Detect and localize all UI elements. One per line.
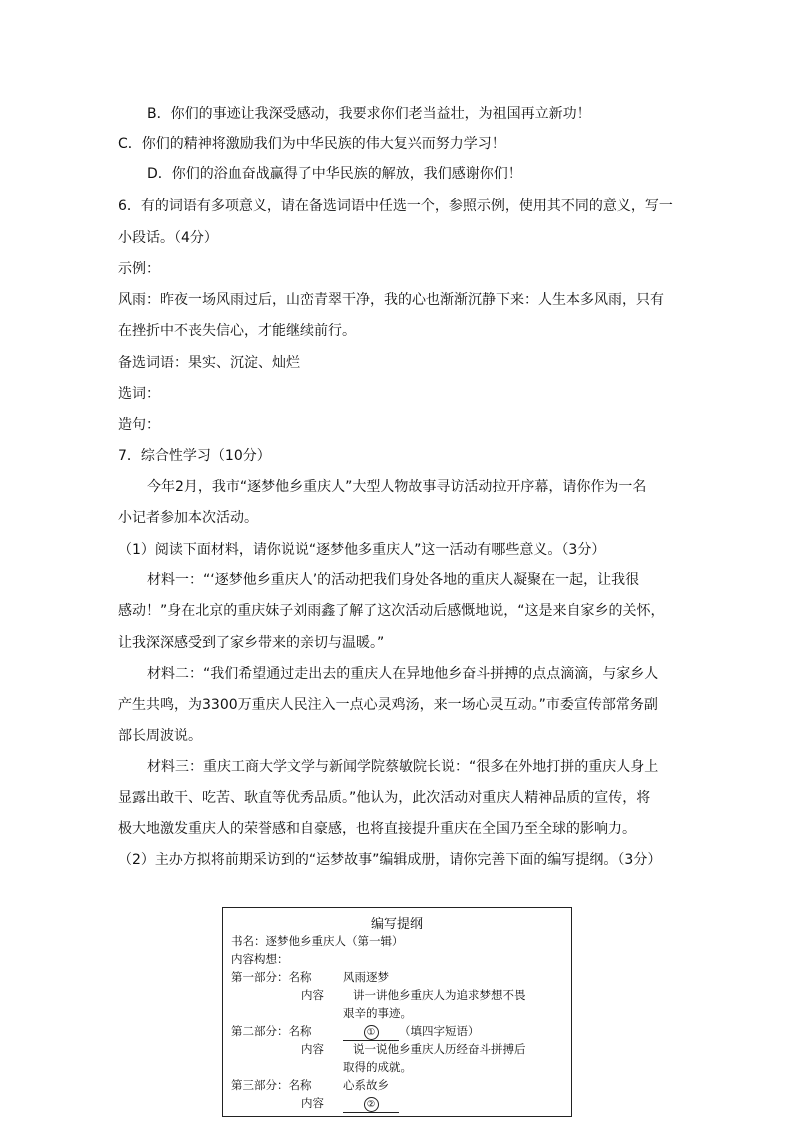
part-2-content-label: 内容: [301, 1042, 324, 1056]
example-label: 示例：: [118, 261, 160, 277]
question-7-heading: 7．综合性学习（10分）: [118, 448, 271, 464]
part-3-content-label: 内容: [301, 1096, 324, 1110]
q7-part-1: （1）阅读下面材料，请你说说“逐梦他多重庆人”这一活动有哪些意义。（3分）: [118, 542, 606, 558]
q7-intro-line-1: 今年2月，我市“逐梦他乡重庆人”大型人物故事寻访活动拉开序幕，请你作为一名: [147, 479, 647, 495]
answer-blank-1[interactable]: [343, 1024, 399, 1041]
part-3-name: 心系故乡: [343, 1078, 389, 1092]
question-6-line-1: 6．有的词语有多项意义，请在备选词语中任选一个，参照示例，使用其不同的意义，写一: [118, 198, 673, 214]
part-1-label: 第一部分：名称: [231, 970, 312, 984]
outline-box: [222, 907, 572, 1117]
material-2-line-2: 产生共鸣，为3300万重庆人民注入一点心灵鸡汤，来一场心灵互动。”市委宣传部常务副: [118, 697, 658, 713]
part-1-content-line-2: 艰辛的事迹。: [343, 1006, 412, 1020]
chosen-word-prompt: 选词：: [118, 386, 160, 402]
option-d: D．你们的浴血奋战赢得了中华民族的解放，我们感谢你们！: [147, 166, 522, 182]
question-6-line-2: 小段话。（4分）: [118, 230, 218, 246]
candidate-words: 备选词语：果实、沉淀、灿烂: [118, 355, 300, 371]
option-c: C．你们的精神将激励我们为中华民族的伟大复兴而努力学习！: [118, 136, 506, 152]
sentence-prompt: 造句：: [118, 417, 160, 433]
material-2-line-1: 材料二：“我们希望通过走出去的重庆人在异地他乡奋斗拼搏的点点滴滴，与家乡人: [147, 666, 659, 682]
part-1-name: 风雨逐梦: [343, 970, 389, 984]
part-2-content-line-2: 取得的成就。: [343, 1060, 412, 1074]
blank-marker-2: ②: [364, 1097, 379, 1112]
answer-blank-2[interactable]: [343, 1096, 399, 1113]
q7-part-2: （2）主办方拟将前期采访到的“运梦故事”编辑成册，请你完善下面的编写提纲。（3分）: [118, 852, 662, 868]
material-3-line-2: 显露出敢干、吃苦、耿直等优秀品质。”他认为，此次活动对重庆人精神品质的宣传，将: [118, 790, 651, 806]
outline-book-title: 书名：逐梦他乡重庆人（第一辑）: [231, 934, 404, 948]
material-1-line-3: 让我深深感受到了家乡带来的亲切与温暖。”: [118, 635, 385, 651]
outline-idea-label: 内容构想：: [231, 952, 289, 966]
part-2-label: 第二部分：名称: [231, 1024, 312, 1038]
material-2-line-3: 部长周波说。: [118, 728, 202, 744]
part-2-content-line-1: 说一说他乡重庆人历经奋斗拼搏后: [353, 1042, 526, 1056]
example-line-2: 在挫折中不丧失信心，才能继续前行。: [118, 323, 356, 339]
option-b: B．你们的事迹让我深受感动，我要求你们老当益壮，为祖国再立新功！: [147, 106, 591, 122]
part-1-content-line-1: 讲一讲他乡重庆人为追求梦想不畏: [353, 988, 526, 1002]
material-1-line-2: 感动！”身在北京的重庆妹子刘雨鑫了解了这次活动后感慨地说，“这是来自家乡的关怀，: [118, 603, 665, 619]
q7-intro-line-2: 小记者参加本次活动。: [118, 510, 258, 526]
material-1-line-1: 材料一：“‘逐梦他乡重庆人’的活动把我们身处各地的重庆人凝聚在一起，让我很: [147, 572, 640, 588]
part-3-label: 第三部分：名称: [231, 1078, 312, 1092]
part-1-content-label: 内容: [301, 988, 324, 1002]
part-3-content-row: [343, 1094, 399, 1113]
material-3-line-3: 极大地激发重庆人的荣誉感和自豪感，也将直接提升重庆在全国乃至全球的影响力。: [118, 821, 636, 837]
part-2-note: （填四字短语）: [399, 1024, 480, 1038]
part-2-name-row: [343, 1022, 480, 1041]
blank-marker-1: ①: [364, 1025, 379, 1040]
outline-title: 编写提纲: [370, 917, 423, 932]
example-line-1: 风雨：昨夜一场风雨过后，山峦青翠干净，我的心也渐渐沉静下来：人生本多风雨，只有: [118, 292, 664, 308]
material-3-line-1: 材料三：重庆工商大学文学与新闻学院蔡敏院长说：“很多在外地打拼的重庆人身上: [147, 759, 659, 775]
